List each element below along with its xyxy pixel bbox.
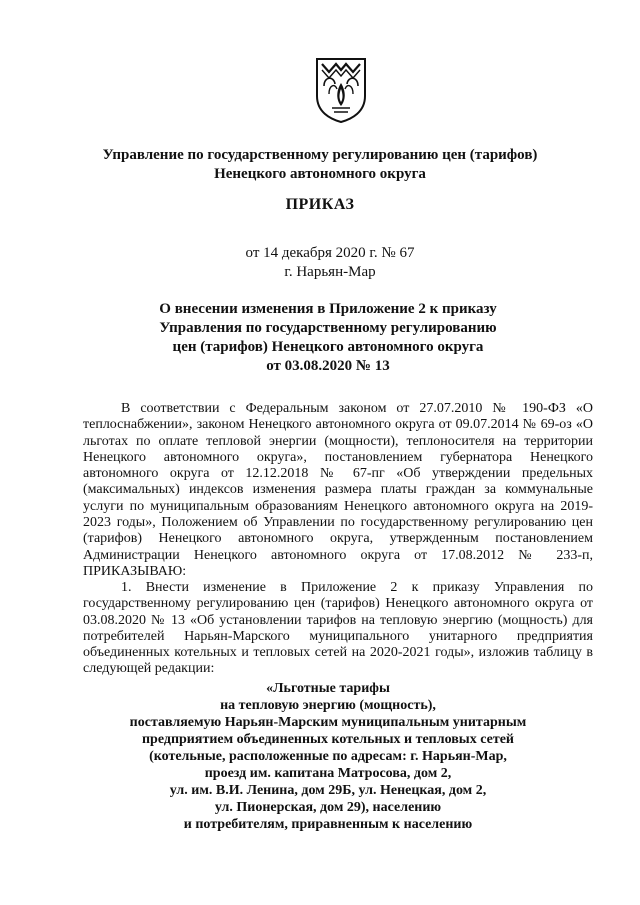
- order-item-text: 1. Внести изменение в Приложение 2 к приказу Управления по государственному регулированию цен (тарифов) Ненецкого автономного округа от 03.08.2020 № 13 «Об установлении тарифов на тепловую энергию (мощность) для потребителей Нарьян-Марского муниципального унитарного предприятия объединенных котельных и тепловых сетей на 2020-2021 годы», изложив таблицу в следующей редакции:: [83, 580, 593, 677]
- table-title-line: (котельные, расположенные по адресам: г. Нарьян-Мар,: [149, 749, 507, 764]
- coat-of-arms-icon: [314, 56, 368, 124]
- organization-title: [0, 146, 640, 184]
- table-title-line: «Льготные тарифы: [266, 681, 390, 696]
- table-title-line: ул. Пионерская, дом 29), населению: [214, 800, 442, 815]
- table-title-line: на тепловую энергию (мощность),: [220, 698, 436, 713]
- body-paragraph-preamble: [83, 401, 593, 580]
- document-subject: [8, 300, 640, 376]
- subject-line: Управления по государственному регулированию: [159, 320, 497, 336]
- document-type: ПРИКАЗ: [285, 196, 355, 213]
- organization-title-line: Ненецкого автономного округа: [214, 166, 426, 182]
- subject-line: О внесении изменения в Приложение 2 к приказу: [159, 301, 497, 317]
- document-date: от 14 декабря 2020 г. № 67: [245, 245, 415, 261]
- organization-title-line: Управление по государственному регулированию цен (тарифов): [102, 147, 538, 163]
- document-place: г. Нарьян-Мар: [284, 264, 376, 280]
- table-title: [8, 680, 640, 833]
- table-title-line: предприятием объединенных котельных и тепловых сетей: [141, 732, 514, 747]
- preamble-text: В соответствии с Федеральным законом от 27.07.2010 № 190-ФЗ «О теплоснабжении», законом Ненецкого автономного округа от 09.07.2014 № 69-оз «О льготах по оплате тепловой энергии (мощности), теплоносителя на территории Ненецкого автономного округа», постановлением губернатора Ненецкого автономного округа от 12.12.2018 № 67-пг «Об утверждении предельных (максимальных) индексов изменения размера платы граждан за коммунальные услуги по муниципальным образованиям Ненецкого автономного округа на 2019-2023 годы», Положением об Управлении по государственному регулированию цен (тарифов) Ненецкого автономного округа, утвержденным постановлением Администрации Ненецкого автономного округа от 17.08.2012 № 233-п, ПРИКАЗЫВАЮ:: [83, 401, 593, 579]
- table-title-line: ул. им. В.И. Ленина, дом 29Б, ул. Ненецкая, дом 2,: [169, 783, 487, 798]
- document-date-place: [10, 244, 640, 282]
- table-title-line: поставляемую Нарьян-Марским муниципальным унитарным: [129, 715, 527, 730]
- body-paragraph-order-item: [83, 580, 593, 678]
- table-title-line: проезд им. капитана Матросова, дом 2,: [204, 766, 452, 781]
- table-title-line: и потребителям, приравненным к населению: [183, 817, 473, 832]
- subject-line: цен (тарифов) Ненецкого автономного округа: [172, 339, 484, 355]
- subject-line: от 03.08.2020 № 13: [266, 358, 390, 374]
